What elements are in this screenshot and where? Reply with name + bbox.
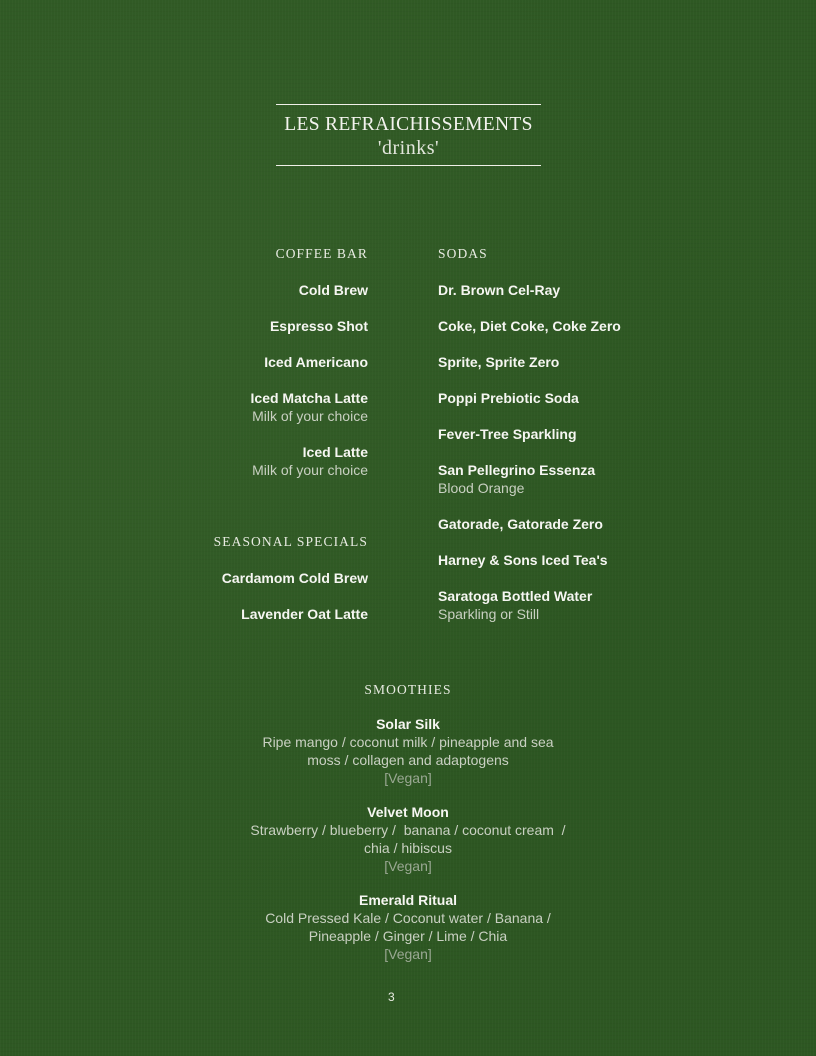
item-name: Velvet Moon [367,804,449,820]
item-description: Milk of your choice [252,408,368,424]
smoothie-item [0,803,816,875]
menu-item: Lavender Oat Latte [241,606,368,622]
item-description: chia / hibiscus [364,840,452,856]
item-description: Cold Pressed Kale / Coconut water / Banana / [265,910,551,926]
coffee-bar-heading: COFFEE BAR [275,246,368,261]
menu-item: Cold Brew [298,282,368,298]
menu-subtitle: 'drinks' [377,137,440,159]
page-number: 3 [388,990,395,1004]
menu-item: Harney & Sons Iced Tea's [438,552,608,568]
vegan-tag: [Vegan] [384,858,432,874]
item-name: Iced Matcha Latte [250,390,368,406]
smoothie-item [0,715,816,787]
menu-item: Iced Americano [264,354,368,370]
smoothies-heading: SMOOTHIES [364,682,452,697]
menu-item [438,461,595,497]
sodas-heading: SODAS [438,246,488,261]
item-description: Sparkling or Still [438,606,540,622]
vegan-tag: [Vegan] [384,770,432,786]
seasonal-specials-heading: SEASONAL SPECIALS [213,534,368,549]
menu-item: Dr. Brown Cel-Ray [438,282,561,298]
menu-item: Espresso Shot [269,318,368,334]
item-description: Milk of your choice [252,462,368,478]
item-name: Iced Latte [302,444,368,460]
item-name: Emerald Ritual [358,892,458,908]
menu-item: Gatorade, Gatorade Zero [438,516,603,532]
item-name: Saratoga Bottled Water [438,588,593,604]
menu-item [438,587,592,623]
menu-item: Coke, Diet Coke, Coke Zero [438,318,621,334]
item-description: moss / collagen and adaptogens [307,752,509,768]
menu-item: Poppi Prebiotic Soda [438,390,579,406]
menu-item: Fever-Tree Sparkling [438,426,577,442]
menu-title-block [276,104,541,166]
item-description: Ripe mango / coconut milk / pineapple and sea [262,734,554,750]
menu-item: Sprite, Sprite Zero [438,354,560,370]
vegan-tag: [Vegan] [384,946,432,962]
smoothie-item [0,891,816,963]
item-description: Pineapple / Ginger / Lime / Chia [308,928,508,944]
item-description: Strawberry / blueberry / banana / coconut cream / [250,822,566,838]
item-name: Solar Silk [376,716,440,732]
menu-title: LES REFRAICHISSEMENTS [284,114,533,135]
menu-item [252,443,368,479]
item-name: San Pellegrino Essenza [438,462,596,478]
menu-item: Cardamom Cold Brew [221,570,368,586]
menu-item [251,389,368,425]
item-description: Blood Orange [438,480,525,496]
